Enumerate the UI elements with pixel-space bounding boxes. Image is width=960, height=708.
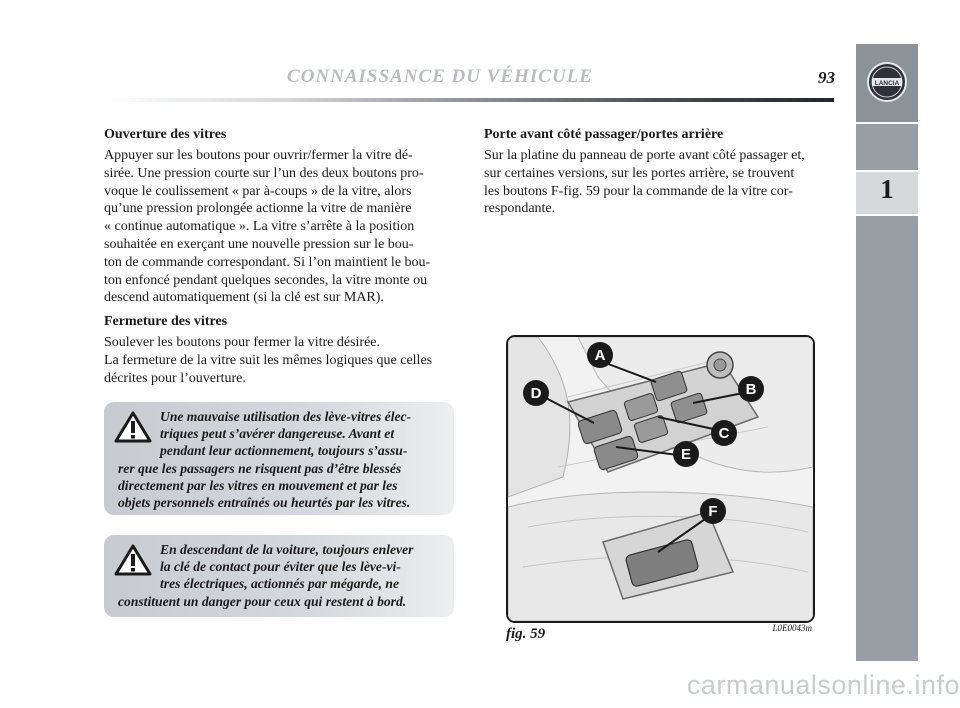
chapter-number: 1 bbox=[880, 174, 894, 204]
warning-text-1 bbox=[118, 408, 444, 511]
text-line: La fermeture de la vitre suit les mêmes logiques que celles bbox=[104, 352, 433, 368]
text-line: ton enfoncé pendant quelques secondes, la vitre monte ou bbox=[104, 272, 428, 288]
text-line: qu’une pression prolongée actionne la vitre de manière bbox=[104, 201, 412, 217]
text-line: « continue automatique ». La vitre s’arrête à la position bbox=[104, 219, 415, 235]
page-number: 93 bbox=[818, 68, 835, 87]
text-line: sirée. Une pression courte sur l’un des deux boutons pro- bbox=[104, 165, 424, 181]
text-line: Appuyer sur les boutons pour ouvrir/fermer la vitre dé- bbox=[104, 148, 413, 163]
text-line: voque le coulissement « par à-coups » de la vitre, alors bbox=[104, 183, 412, 199]
lancia-logo-icon bbox=[865, 58, 909, 106]
text-line: décrites pour l’ouverture. bbox=[104, 370, 246, 386]
paragraph-closing bbox=[104, 334, 456, 387]
warning-box-1 bbox=[104, 402, 454, 515]
heading-passenger-door: Porte avant côté passager/portes arrière bbox=[484, 127, 724, 142]
text-line: sur certaines versions, sur les portes arrière, se trouvent bbox=[484, 165, 795, 181]
watermark: carmanualsonline.info bbox=[686, 670, 960, 700]
text-line: Une mauvaise utilisation des lève-vitres élec- bbox=[160, 409, 412, 424]
text-line: Soulever les boutons pour fermer la vitre désirée. bbox=[104, 335, 381, 350]
text-line: les boutons F-fig. 59 pour la commande de la vitre cor- bbox=[484, 183, 793, 199]
text-line: En descendant de la voiture, toujours enlever bbox=[160, 542, 414, 557]
text-line: tres électriques, actionnés par mégarde, ne bbox=[160, 576, 400, 592]
text-line: descend automatiquement (si la clé est sur MAR). bbox=[104, 290, 384, 306]
text-line: directement par les vitres en mouvement et par les bbox=[118, 477, 398, 493]
text-line: triques peut s’avérer dangereuse. Avant et bbox=[160, 426, 395, 442]
label-e: E bbox=[680, 446, 692, 463]
warning-text-2 bbox=[118, 541, 444, 610]
chapter-side-strip bbox=[856, 44, 918, 661]
text-line: objets personnels entraînés ou heurtés par les vitres. bbox=[118, 495, 411, 511]
logo-box bbox=[856, 44, 918, 122]
label-d: D bbox=[530, 385, 542, 402]
side-divider bbox=[856, 214, 918, 216]
side-divider bbox=[856, 122, 918, 124]
text-line: rer que les passagers ne risquent pas d’être blessés bbox=[118, 460, 402, 476]
text-line: ton de commande correspondant. Si l’on maintient le bou- bbox=[104, 254, 431, 270]
running-header-title: CONNAISSANCE DU VÉHICULE bbox=[287, 66, 593, 87]
label-a: A bbox=[594, 347, 606, 364]
paragraph-passenger-door bbox=[484, 147, 836, 218]
text-line: souhaitée en exerçant une nouvelle pression sur le bou- bbox=[104, 236, 414, 252]
text-line: constituent un danger pour ceux qui restent à bord. bbox=[118, 593, 407, 609]
label-c: C bbox=[718, 425, 730, 442]
header-rule bbox=[104, 98, 834, 102]
side-divider bbox=[856, 170, 918, 172]
text-line: pendant leur actionnement, toujours s’assu- bbox=[160, 443, 408, 459]
label-f: F bbox=[708, 503, 718, 520]
logo-text: LANCIA bbox=[874, 80, 900, 87]
heading-opening: Ouverture des vitres bbox=[104, 127, 227, 142]
text-line: respondante. bbox=[484, 201, 556, 217]
text-line: Sur la platine du panneau de porte avant côté passager et, bbox=[484, 148, 805, 163]
window-switches-drawing bbox=[508, 337, 813, 621]
text-line: la clé de contact pour éviter que les lève-vi- bbox=[160, 559, 401, 575]
paragraph-opening bbox=[104, 147, 456, 307]
figure-code: L0E0043m bbox=[772, 623, 812, 633]
figure-caption: fig. 59 bbox=[506, 626, 546, 642]
figure-59-illustration bbox=[506, 335, 815, 623]
warning-box-2 bbox=[104, 535, 454, 617]
label-b: B bbox=[745, 381, 757, 398]
heading-closing: Fermeture des vitres bbox=[104, 314, 228, 329]
